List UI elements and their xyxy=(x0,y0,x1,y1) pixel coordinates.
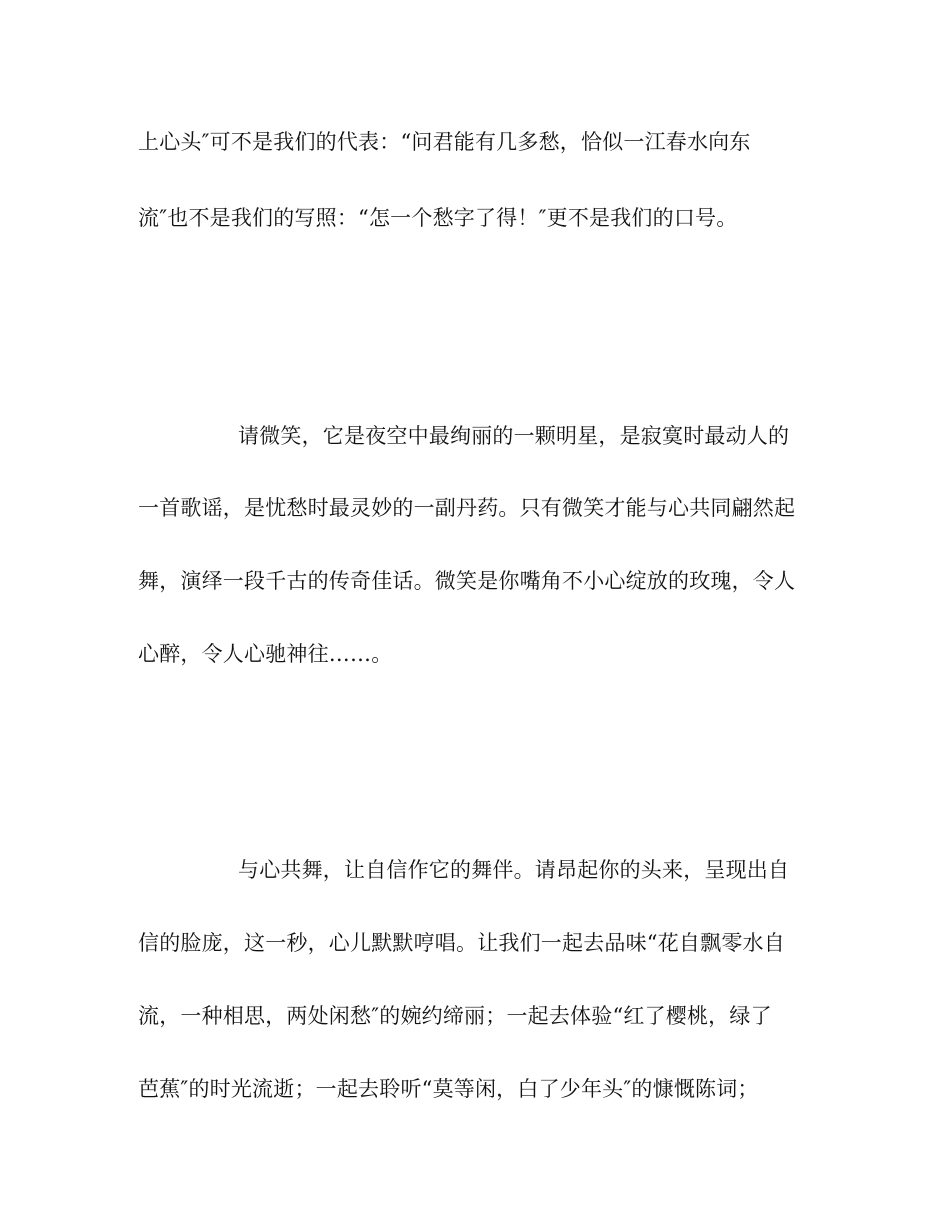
paragraph-3-line-2: 信的脸庞，这一秒，心儿默默哼唱。让我们一起去品味“花自飘零水自 xyxy=(138,931,785,955)
paragraph-3-line-3: 流，一种相思，两处闲愁″的婉约缔丽；一起去体验“红了樱桃，绿了 xyxy=(138,1004,772,1028)
paragraph-1-line-2: 流″也不是我们的写照：“怎一个愁字了得！″更不是我们的口号。 xyxy=(138,206,738,230)
paragraph-3-line-1: 与心共舞，让自信作它的舞伴。请昂起你的头来，呈现出自 xyxy=(238,858,790,882)
paragraph-1-line-1: 上心头″可不是我们的代表：“问君能有几多愁，恰似一江春水向东 xyxy=(138,130,751,154)
paragraph-2-line-3: 舞，演绎一段千古的传奇佳话。微笑是你嘴角不小心绽放的玫瑰，令人 xyxy=(138,569,796,593)
paragraph-3-line-4: 芭蕉″的时光流逝；一起去聆听“莫等闲，白了少年头″的慷慨陈词； xyxy=(138,1077,759,1101)
paragraph-2-line-4: 心醉，令人心驰神往……。 xyxy=(138,642,393,666)
paragraph-2-line-2: 一首歌谣，是忧愁时最灵妙的一副丹药。只有微笑才能与心共同翩然起 xyxy=(138,496,796,520)
paragraph-2-line-1: 请微笑，它是夜空中最绚丽的一颗明星，是寂寞时最动人的 xyxy=(238,424,790,448)
